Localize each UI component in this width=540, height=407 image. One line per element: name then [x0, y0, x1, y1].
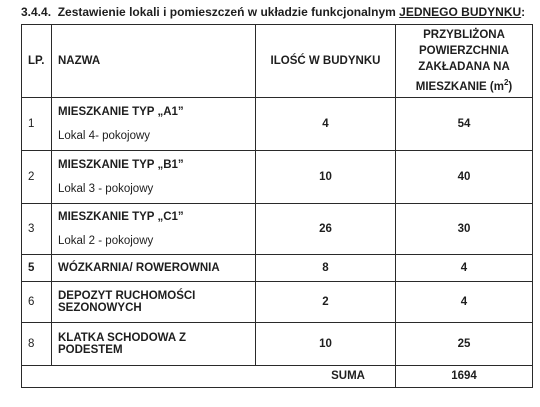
table-header-row: [22, 25, 533, 98]
section-number: 3.4.4.: [21, 5, 52, 19]
row-area: 30: [396, 203, 533, 254]
row-area: 25: [396, 322, 533, 365]
row-count: 10: [256, 322, 396, 365]
row-name-main: MIESZKANIE TYP „B1”: [58, 158, 184, 171]
row-count: 2: [256, 281, 396, 322]
row-name-sub: Lokal 3 - pokojowy: [58, 182, 154, 195]
section-title: Zestawienie lokali i pomieszczeń w układzie funkcjonalnym: [57, 5, 396, 19]
row-name-sub: Lokal 2 - pokojowy: [58, 234, 154, 247]
row-name-line2: SEZONOWYCH: [58, 301, 142, 314]
header-lp: LP.: [22, 25, 52, 98]
row-area: 4: [396, 281, 533, 322]
row-name-main: MIESZKANIE TYP „C1”: [58, 210, 184, 223]
row-name: [52, 322, 256, 365]
row-name-main: WÓZKARNIA/ ROWEROWNIA: [58, 261, 220, 274]
section-title-highlight: JEDNEGO BUDYNKU: [399, 5, 522, 19]
section-heading: [21, 5, 525, 19]
table-row: [22, 150, 533, 203]
row-lp: 1: [22, 97, 52, 150]
table-row: [22, 322, 533, 365]
row-name-line2: PODESTEM: [58, 343, 123, 356]
row-lp: 3: [22, 203, 52, 254]
table-row: [22, 281, 533, 322]
row-lp: 5: [22, 254, 52, 281]
header-area: [396, 25, 533, 98]
row-count: 26: [256, 203, 396, 254]
row-name: [52, 203, 256, 254]
row-name: [52, 97, 256, 150]
row-name: [52, 254, 256, 281]
row-count: 8: [256, 254, 396, 281]
header-area-line1: PRZYBLIŻONA: [423, 29, 505, 41]
row-name: [52, 150, 256, 203]
table-row: [22, 203, 533, 254]
row-count: 4: [256, 97, 396, 150]
sum-label: SUMA: [22, 365, 396, 387]
row-area: 40: [396, 150, 533, 203]
header-area-line2: POWIERZCHNIA: [418, 45, 510, 57]
section-title-suffix: :: [521, 5, 526, 19]
row-lp: 6: [22, 281, 52, 322]
header-ilosc: ILOŚĆ W BUDYNKU: [256, 25, 396, 98]
row-lp: 2: [22, 150, 52, 203]
row-name-main: MIESZKANIE TYP „A1”: [58, 105, 184, 118]
row-name-line1: KLATKA SCHODOWA Z: [58, 331, 186, 344]
table-row: [22, 254, 533, 281]
row-area: 4: [396, 254, 533, 281]
header-area-line4: MIESZKANIE $(m^2)$: [415, 78, 513, 93]
header-area-line3: ZAKŁADANA NA: [418, 61, 510, 73]
row-lp: 8: [22, 322, 52, 365]
row-name: [52, 281, 256, 322]
sum-row: [22, 365, 533, 387]
row-name-line1: DEPOZYT RUCHOMOŚCI: [58, 289, 196, 302]
row-name-sub: Lokal 4- pokojowy: [58, 129, 151, 142]
table-row: [22, 97, 533, 150]
sum-value: 1694: [396, 365, 533, 387]
premises-table: [21, 24, 533, 388]
row-area: 54: [396, 97, 533, 150]
row-count: 10: [256, 150, 396, 203]
header-nazwa: NAZWA: [52, 25, 256, 98]
